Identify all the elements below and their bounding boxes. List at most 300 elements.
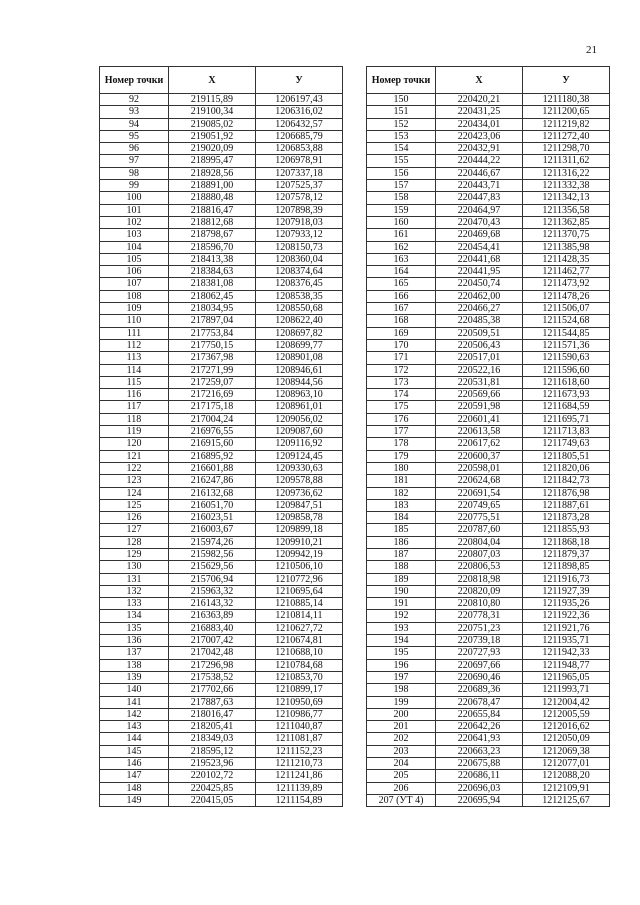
x-coordinate-cell: 217271,99 [169,364,256,376]
x-coordinate-cell: 216247,86 [169,475,256,487]
y-coordinate-cell: 1211695,71 [523,413,610,425]
x-coordinate-cell: 220617,62 [436,438,523,450]
x-coordinate-cell: 217175,18 [169,401,256,413]
point-number-cell: 140 [100,684,169,696]
table-header-row [367,67,610,94]
table-row [100,475,343,487]
header-y: У [256,67,343,94]
table-row [100,253,343,265]
y-coordinate-cell: 1211241,86 [256,770,343,782]
x-coordinate-cell: 220642,26 [436,721,523,733]
y-coordinate-cell: 1212004,42 [523,696,610,708]
y-coordinate-cell: 1206853,88 [256,143,343,155]
x-coordinate-cell: 215629,56 [169,561,256,573]
table-row [100,499,343,511]
point-number-cell: 191 [367,598,436,610]
point-number-cell: 192 [367,610,436,622]
table-row [367,708,610,720]
y-coordinate-cell: 1211713,83 [523,426,610,438]
table-row [100,130,343,142]
point-number-cell: 113 [100,352,169,364]
point-number-cell: 197 [367,671,436,683]
y-coordinate-cell: 1211805,51 [523,450,610,462]
y-coordinate-cell: 1210695,64 [256,585,343,597]
x-coordinate-cell: 220598,01 [436,462,523,474]
point-number-cell: 196 [367,659,436,671]
table-row [367,204,610,216]
table-row [367,167,610,179]
y-coordinate-cell: 1208697,82 [256,327,343,339]
y-coordinate-cell: 1211855,93 [523,524,610,536]
y-coordinate-cell: 1211332,38 [523,180,610,192]
x-coordinate-cell: 218062,45 [169,290,256,302]
point-number-cell: 119 [100,426,169,438]
table-row [100,315,343,327]
table-row [100,745,343,757]
point-number-cell: 201 [367,721,436,733]
x-coordinate-cell: 217538,52 [169,671,256,683]
x-coordinate-cell: 218816,47 [169,204,256,216]
table-row [367,524,610,536]
table-row [100,94,343,106]
point-number-cell: 126 [100,512,169,524]
x-coordinate-cell: 220443,71 [436,180,523,192]
table-row [367,561,610,573]
x-coordinate-cell: 216143,32 [169,598,256,610]
point-number-cell: 177 [367,426,436,438]
table-row [367,659,610,671]
point-number-cell: 168 [367,315,436,327]
coordinates-table-right-body [367,94,610,807]
y-coordinate-cell: 1211342,13 [523,192,610,204]
table-row [100,192,343,204]
table-row [367,130,610,142]
point-number-cell: 151 [367,106,436,118]
point-number-cell: 173 [367,376,436,388]
table-row [367,315,610,327]
point-number-cell: 156 [367,167,436,179]
x-coordinate-cell: 218205,41 [169,721,256,733]
x-coordinate-cell: 220804,04 [436,536,523,548]
table-row [367,585,610,597]
y-coordinate-cell: 1211927,39 [523,585,610,597]
table-row [100,413,343,425]
point-number-cell: 170 [367,339,436,351]
x-coordinate-cell: 218891,00 [169,180,256,192]
x-coordinate-cell: 220663,23 [436,745,523,757]
table-row [367,733,610,745]
y-coordinate-cell: 1208944,56 [256,376,343,388]
point-number-cell: 171 [367,352,436,364]
point-number-cell: 161 [367,229,436,241]
x-coordinate-cell: 220469,68 [436,229,523,241]
x-coordinate-cell: 219523,96 [169,758,256,770]
header-y: У [523,67,610,94]
y-coordinate-cell: 1209330,63 [256,462,343,474]
x-coordinate-cell: 220102,72 [169,770,256,782]
point-number-cell: 184 [367,512,436,524]
table-row [100,561,343,573]
table-row [100,204,343,216]
y-coordinate-cell: 1211544,85 [523,327,610,339]
table-row [367,118,610,130]
y-coordinate-cell: 1210885,14 [256,598,343,610]
x-coordinate-cell: 219020,09 [169,143,256,155]
point-number-cell: 181 [367,475,436,487]
table-row [367,721,610,733]
table-row [367,770,610,782]
x-coordinate-cell: 220678,47 [436,696,523,708]
x-coordinate-cell: 220447,83 [436,192,523,204]
y-coordinate-cell: 1209124,45 [256,450,343,462]
x-coordinate-cell: 218928,56 [169,167,256,179]
y-coordinate-cell: 1211673,93 [523,389,610,401]
y-coordinate-cell: 1208360,04 [256,253,343,265]
table-row [367,290,610,302]
x-coordinate-cell: 219115,89 [169,94,256,106]
y-coordinate-cell: 1211618,60 [523,376,610,388]
y-coordinate-cell: 1211868,18 [523,536,610,548]
x-coordinate-cell: 215982,56 [169,548,256,560]
point-number-cell: 143 [100,721,169,733]
table-row [100,733,343,745]
y-coordinate-cell: 1209087,60 [256,426,343,438]
x-coordinate-cell: 220425,85 [169,782,256,794]
point-number-cell: 142 [100,708,169,720]
x-coordinate-cell: 220601,41 [436,413,523,425]
table-row [100,585,343,597]
y-coordinate-cell: 1211942,33 [523,647,610,659]
y-coordinate-cell: 1211272,40 [523,130,610,142]
y-coordinate-cell: 1208376,45 [256,278,343,290]
x-coordinate-cell: 220432,91 [436,143,523,155]
x-coordinate-cell: 217702,66 [169,684,256,696]
y-coordinate-cell: 1209056,02 [256,413,343,425]
y-coordinate-cell: 1208538,35 [256,290,343,302]
x-coordinate-cell: 218812,68 [169,216,256,228]
header-point-number: Номер точки [100,67,169,94]
table-row [367,610,610,622]
point-number-cell: 135 [100,622,169,634]
table-row [367,303,610,315]
x-coordinate-cell: 220655,84 [436,708,523,720]
point-number-cell: 130 [100,561,169,573]
point-number-cell: 175 [367,401,436,413]
point-number-cell: 179 [367,450,436,462]
table-row [367,548,610,560]
x-coordinate-cell: 218595,12 [169,745,256,757]
y-coordinate-cell: 1209858,78 [256,512,343,524]
point-number-cell: 136 [100,635,169,647]
y-coordinate-cell: 1210506,10 [256,561,343,573]
y-coordinate-cell: 1210853,70 [256,671,343,683]
x-coordinate-cell: 217753,84 [169,327,256,339]
y-coordinate-cell: 1209116,92 [256,438,343,450]
y-coordinate-cell: 1211180,38 [523,94,610,106]
y-coordinate-cell: 1207578,12 [256,192,343,204]
table-row [100,438,343,450]
x-coordinate-cell: 216003,67 [169,524,256,536]
point-number-cell: 115 [100,376,169,388]
point-number-cell: 97 [100,155,169,167]
table-row [100,635,343,647]
y-coordinate-cell: 1209910,21 [256,536,343,548]
table-row [100,512,343,524]
point-number-cell: 104 [100,241,169,253]
x-coordinate-cell: 220600,37 [436,450,523,462]
y-coordinate-cell: 1211210,73 [256,758,343,770]
y-coordinate-cell: 1208374,64 [256,266,343,278]
table-row [100,573,343,585]
point-number-cell: 202 [367,733,436,745]
y-coordinate-cell: 1208550,68 [256,303,343,315]
point-number-cell: 183 [367,499,436,511]
table-row [367,327,610,339]
table-row [367,253,610,265]
y-coordinate-cell: 1212125,67 [523,794,610,806]
x-coordinate-cell: 220470,43 [436,216,523,228]
x-coordinate-cell: 217216,69 [169,389,256,401]
point-number-cell: 109 [100,303,169,315]
y-coordinate-cell: 1211040,87 [256,721,343,733]
point-number-cell: 149 [100,794,169,806]
table-row [100,401,343,413]
y-coordinate-cell: 1211916,73 [523,573,610,585]
table-row [100,327,343,339]
y-coordinate-cell: 1210986,77 [256,708,343,720]
y-coordinate-cell: 1211506,07 [523,303,610,315]
coordinates-table-right [366,66,610,807]
y-coordinate-cell: 1211478,26 [523,290,610,302]
table-row [367,180,610,192]
y-coordinate-cell: 1206316,02 [256,106,343,118]
y-coordinate-cell: 1212016,62 [523,721,610,733]
point-number-cell: 122 [100,462,169,474]
page-number: 21 [586,44,597,56]
x-coordinate-cell: 220695,94 [436,794,523,806]
y-coordinate-cell: 1207898,39 [256,204,343,216]
x-coordinate-cell: 220749,65 [436,499,523,511]
point-number-cell: 166 [367,290,436,302]
y-coordinate-cell: 1211820,06 [523,462,610,474]
point-number-cell: 145 [100,745,169,757]
table-row [100,536,343,548]
y-coordinate-cell: 1211473,92 [523,278,610,290]
point-number-cell: 185 [367,524,436,536]
table-row [100,684,343,696]
point-number-cell: 138 [100,659,169,671]
point-number-cell: 186 [367,536,436,548]
point-number-cell: 103 [100,229,169,241]
point-number-cell: 117 [100,401,169,413]
point-number-cell: 102 [100,216,169,228]
y-coordinate-cell: 1211571,36 [523,339,610,351]
y-coordinate-cell: 1210899,17 [256,684,343,696]
x-coordinate-cell: 220810,80 [436,598,523,610]
point-number-cell: 199 [367,696,436,708]
point-number-cell: 137 [100,647,169,659]
x-coordinate-cell: 219051,92 [169,130,256,142]
table-row [367,573,610,585]
y-coordinate-cell: 1211873,28 [523,512,610,524]
point-number-cell: 123 [100,475,169,487]
table-row [367,499,610,511]
table-row [367,696,610,708]
x-coordinate-cell: 218413,38 [169,253,256,265]
x-coordinate-cell: 219100,34 [169,106,256,118]
y-coordinate-cell: 1211935,26 [523,598,610,610]
x-coordinate-cell: 220462,00 [436,290,523,302]
table-row [367,450,610,462]
x-coordinate-cell: 216132,68 [169,487,256,499]
point-number-cell: 169 [367,327,436,339]
x-coordinate-cell: 220641,93 [436,733,523,745]
y-coordinate-cell: 1211081,87 [256,733,343,745]
x-coordinate-cell: 220806,53 [436,561,523,573]
table-row [100,118,343,130]
table-row [367,216,610,228]
table-row [367,266,610,278]
header-point-number: Номер точки [367,67,436,94]
x-coordinate-cell: 216915,60 [169,438,256,450]
point-number-cell: 178 [367,438,436,450]
y-coordinate-cell: 1211922,36 [523,610,610,622]
x-coordinate-cell: 220689,36 [436,684,523,696]
x-coordinate-cell: 220434,01 [436,118,523,130]
table-header-row [100,67,343,94]
x-coordinate-cell: 216895,92 [169,450,256,462]
y-coordinate-cell: 1211152,23 [256,745,343,757]
table-row [100,462,343,474]
y-coordinate-cell: 1207933,12 [256,229,343,241]
table-row [100,487,343,499]
x-coordinate-cell: 220522,16 [436,364,523,376]
point-number-cell: 165 [367,278,436,290]
table-row [100,721,343,733]
point-number-cell: 100 [100,192,169,204]
point-number-cell: 127 [100,524,169,536]
y-coordinate-cell: 1207337,18 [256,167,343,179]
x-coordinate-cell: 220727,93 [436,647,523,659]
x-coordinate-cell: 220423,06 [436,130,523,142]
y-coordinate-cell: 1211428,35 [523,253,610,265]
x-coordinate-cell: 220450,74 [436,278,523,290]
point-number-cell: 150 [367,94,436,106]
y-coordinate-cell: 1211362,85 [523,216,610,228]
table-row [367,794,610,806]
point-number-cell: 195 [367,647,436,659]
table-row [100,229,343,241]
table-row [367,413,610,425]
x-coordinate-cell: 220420,21 [436,94,523,106]
point-number-cell: 163 [367,253,436,265]
y-coordinate-cell: 1210950,69 [256,696,343,708]
table-row [367,364,610,376]
y-coordinate-cell: 1211749,63 [523,438,610,450]
x-coordinate-cell: 220675,88 [436,758,523,770]
y-coordinate-cell: 1212050,09 [523,733,610,745]
point-number-cell: 189 [367,573,436,585]
table-row [367,438,610,450]
point-number-cell: 116 [100,389,169,401]
y-coordinate-cell: 1208622,40 [256,315,343,327]
point-number-cell: 96 [100,143,169,155]
y-coordinate-cell: 1210674,81 [256,635,343,647]
table-row [367,622,610,634]
point-number-cell: 94 [100,118,169,130]
point-number-cell: 95 [100,130,169,142]
table-row [100,106,343,118]
y-coordinate-cell: 1210814,11 [256,610,343,622]
y-coordinate-cell: 1206432,57 [256,118,343,130]
y-coordinate-cell: 1207918,03 [256,216,343,228]
point-number-cell: 111 [100,327,169,339]
y-coordinate-cell: 1211948,77 [523,659,610,671]
x-coordinate-cell: 217296,98 [169,659,256,671]
point-number-cell: 203 [367,745,436,757]
x-coordinate-cell: 218798,67 [169,229,256,241]
table-row [367,241,610,253]
x-coordinate-cell: 220739,18 [436,635,523,647]
point-number-cell: 162 [367,241,436,253]
point-number-cell: 133 [100,598,169,610]
x-coordinate-cell: 220454,41 [436,241,523,253]
point-number-cell: 157 [367,180,436,192]
y-coordinate-cell: 1211879,37 [523,548,610,560]
y-coordinate-cell: 1209847,51 [256,499,343,511]
x-coordinate-cell: 218995,47 [169,155,256,167]
table-row [367,745,610,757]
x-coordinate-cell: 220751,23 [436,622,523,634]
point-number-cell: 154 [367,143,436,155]
point-number-cell: 193 [367,622,436,634]
x-coordinate-cell: 216883,40 [169,622,256,634]
point-number-cell: 118 [100,413,169,425]
x-coordinate-cell: 217367,98 [169,352,256,364]
y-coordinate-cell: 1211154,89 [256,794,343,806]
point-number-cell: 204 [367,758,436,770]
x-coordinate-cell: 217887,63 [169,696,256,708]
y-coordinate-cell: 1211316,22 [523,167,610,179]
x-coordinate-cell: 216601,88 [169,462,256,474]
table-row [100,647,343,659]
point-number-cell: 114 [100,364,169,376]
x-coordinate-cell: 220444,22 [436,155,523,167]
table-row [367,475,610,487]
point-number-cell: 144 [100,733,169,745]
x-coordinate-cell: 218349,03 [169,733,256,745]
point-number-cell: 148 [100,782,169,794]
point-number-cell: 105 [100,253,169,265]
x-coordinate-cell: 217042,48 [169,647,256,659]
point-number-cell: 153 [367,130,436,142]
x-coordinate-cell: 218034,95 [169,303,256,315]
x-coordinate-cell: 220446,67 [436,167,523,179]
y-coordinate-cell: 1210627,72 [256,622,343,634]
y-coordinate-cell: 1212077,01 [523,758,610,770]
point-number-cell: 93 [100,106,169,118]
point-number-cell: 160 [367,216,436,228]
x-coordinate-cell: 220818,98 [436,573,523,585]
point-number-cell: 107 [100,278,169,290]
x-coordinate-cell: 216023,51 [169,512,256,524]
x-coordinate-cell: 220691,54 [436,487,523,499]
x-coordinate-cell: 220807,03 [436,548,523,560]
y-coordinate-cell: 1208946,61 [256,364,343,376]
x-coordinate-cell: 220431,25 [436,106,523,118]
table-row [100,155,343,167]
point-number-cell: 108 [100,290,169,302]
